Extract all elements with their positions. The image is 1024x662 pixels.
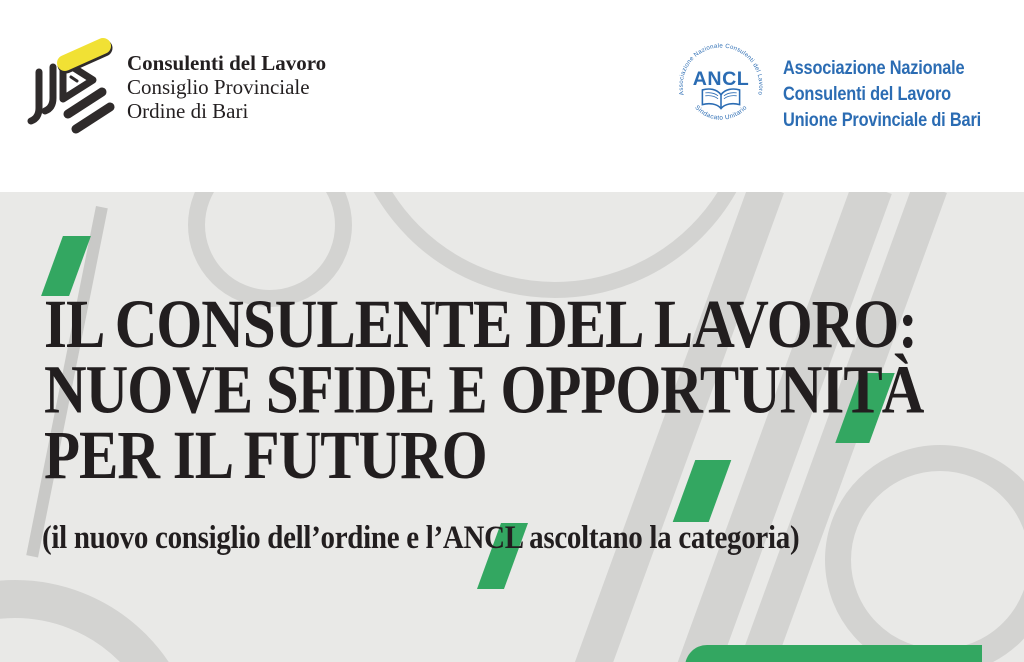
title-line-3: PER IL FUTURO: [44, 416, 487, 494]
right-brand-line2: Consulenti del Lavoro: [783, 84, 951, 105]
title-line-1: IL CONSULENTE DEL LAVORO:: [44, 285, 917, 363]
title-line-2: NUOVE SFIDE E OPPORTUNITÀ: [44, 350, 924, 428]
left-brand-text: [127, 51, 326, 123]
event-title: [44, 285, 924, 494]
seal-arc-bottom-text: Sindacato Unitario: [693, 104, 749, 122]
open-book-icon: [702, 89, 739, 109]
hero-section: [0, 192, 1024, 662]
green-footer-band: [685, 645, 982, 662]
right-brand-line1: Associazione Nazionale: [783, 58, 965, 79]
seal-arc-top-text: Associazione Nazionale Consulenti del Lavoro: [678, 43, 764, 96]
decor-ring-large-top: [347, 192, 763, 298]
left-brand-line2: Consiglio Provinciale: [127, 75, 310, 99]
header-logos-band: [0, 0, 1024, 192]
consulenti-del-lavoro-logo-icon: [26, 34, 120, 138]
left-brand-name: Consulenti del Lavoro: [127, 51, 327, 75]
right-brand-line3: Unione Provinciale di Bari: [783, 110, 982, 131]
ancl-seal-icon: [672, 38, 770, 136]
event-subtitle: (il nuovo consiglio dell’ordine e l’ANCL ascoltano la categoria): [42, 520, 800, 556]
decor-ring-bottom-left: [0, 580, 200, 662]
left-brand-line3: Ordine di Bari: [127, 99, 249, 123]
right-brand-text: [783, 56, 981, 134]
seal-acronym-text: ANCL: [692, 68, 750, 91]
